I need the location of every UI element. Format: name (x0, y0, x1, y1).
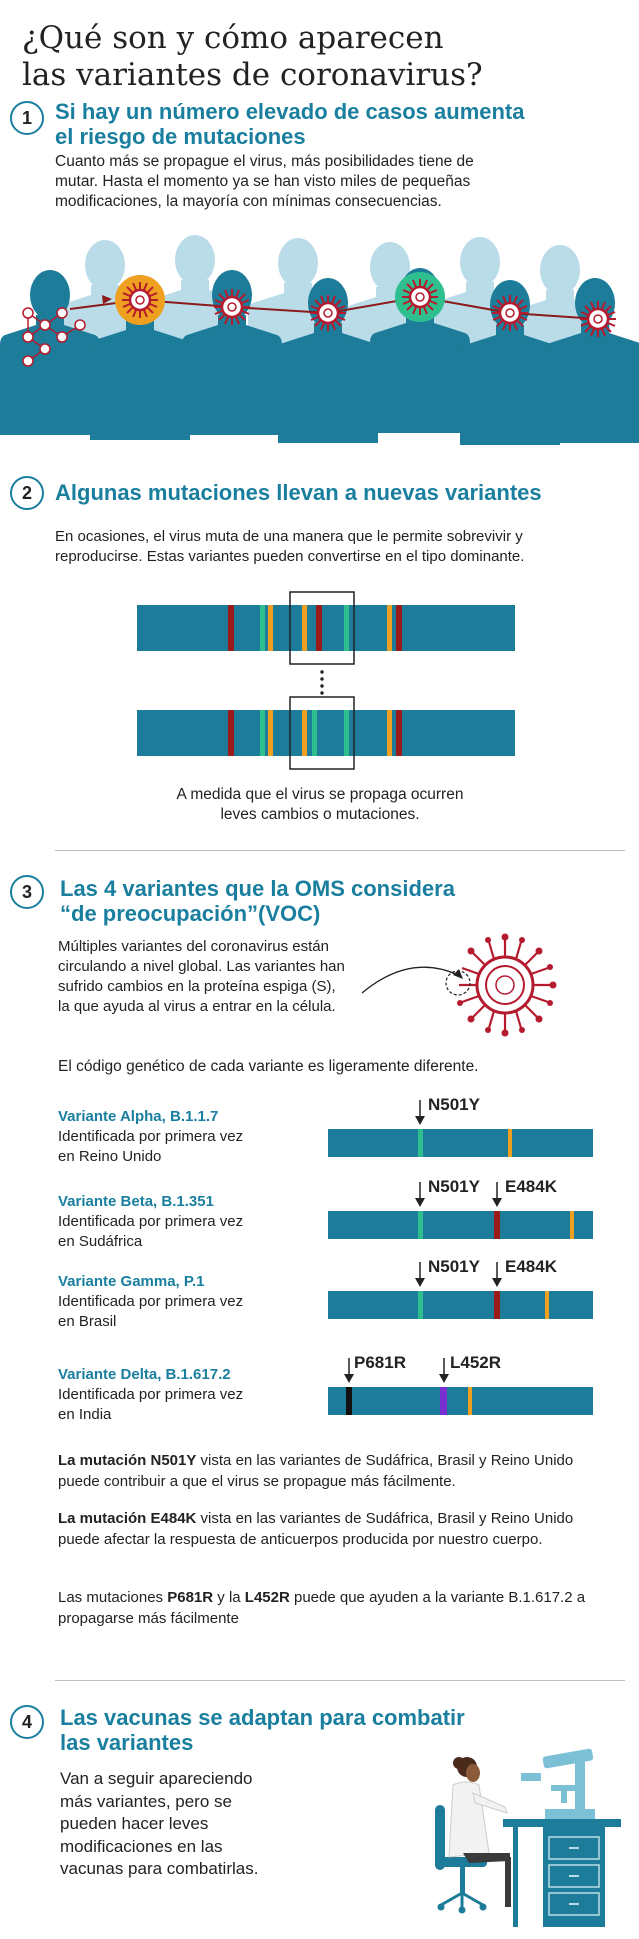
variant-alpha (58, 1107, 308, 1167)
section-number-1: 1 (10, 101, 44, 135)
section-3-body: Múltiples variantes del coronavirus están circulando a nivel global. Las variantes han sufrido cambios en la proteína espiga (S), la que ayuda al virus a entrar en la célula. (58, 938, 345, 1015)
variant-desc: Identificada por primera vez en Brasil (58, 1293, 244, 1330)
crowd-illustration (0, 225, 639, 450)
mutation-label-p681r: P681R (354, 1353, 406, 1372)
section-3-title: Las 4 variantes que la OMS considera “de preocupación”(VOC) (60, 876, 455, 926)
section-number-3: 3 (10, 875, 44, 909)
variant-gamma (58, 1272, 308, 1332)
variant-name: Variante Beta, B.1.351 (58, 1193, 214, 1210)
variant-name: Variante Gamma, P.1 (58, 1273, 205, 1290)
note-e484k (58, 1508, 618, 1550)
section-4-title: Las vacunas se adaptan para combatir las variantes (60, 1705, 465, 1755)
beta-genome-strand (328, 1180, 598, 1242)
alpha-genome-strand (328, 1098, 598, 1160)
page-title: ¿Qué son y cómo aparecen las variantes de coronavirus? (22, 20, 483, 93)
section-2-caption: A medida que el virus se propaga ocurren leves cambios o mutaciones. (176, 786, 464, 823)
note-text: Las mutaciones (58, 1589, 168, 1606)
lab-scientist-illustration (425, 1745, 625, 1935)
note-text: vista en las variantes de Sudáfrica, Brasil y Reino Unido puede contribuir a que el virus se propague más fácilmente. (58, 1452, 574, 1490)
divider (55, 1680, 625, 1681)
variant-desc: Identificada por primera vez en Sudáfrica (58, 1213, 244, 1250)
note-bold: La mutación N501Y (58, 1452, 197, 1469)
mutation-label-e484k: E484K (505, 1257, 557, 1276)
variant-desc: Identificada por primera vez en Reino Unido (58, 1128, 244, 1165)
section-2-body: En ocasiones, el virus muta de una manera que le permite sobrevivir y reproducirse. Estas variantes pueden convertirse en el tipo dominante. (55, 528, 525, 565)
genetic-code-line: El código genético de cada variante es ligeramente diferente. (58, 1058, 479, 1075)
mutation-label-n501y: N501Y (428, 1095, 480, 1114)
note-bold: La mutación E484K (58, 1510, 197, 1527)
note-text: puede que ayuden a la variante B.1.617.2 a propagarse más fácilmente (58, 1589, 586, 1627)
variant-beta (58, 1192, 308, 1252)
gamma-genome-strand (328, 1260, 598, 1322)
mutation-label-e484k: E484K (505, 1177, 557, 1196)
divider (55, 850, 625, 851)
section-1-title: Si hay un número elevado de casos aumenta el riesgo de mutaciones (55, 99, 525, 149)
note-text: y la (213, 1589, 245, 1606)
variant-delta (58, 1365, 308, 1425)
mutation-label-l452r: L452R (450, 1353, 502, 1372)
note-text: vista en las variantes de Sudáfrica, Brasil y Reino Unido puede afectar la respuesta de anticuerpos producida por nuestro cuerpo. (58, 1510, 574, 1548)
variant-name: Variante Delta, B.1.617.2 (58, 1366, 231, 1383)
genome-mutation-diagram (0, 590, 639, 765)
note-delta (58, 1587, 618, 1629)
section-number-2: 2 (10, 476, 44, 510)
note-bold: P681R (167, 1589, 214, 1606)
delta-genome-strand (328, 1356, 598, 1418)
mutation-label-n501y: N501Y (428, 1177, 480, 1196)
note-bold: L452R (244, 1589, 290, 1606)
note-n501y (58, 1450, 618, 1492)
mutation-label-n501y: N501Y (428, 1257, 480, 1276)
section-4-body: Van a seguir apareciendo más variantes, pero se pueden hacer leves modificaciones en las vacunas para combatirlas. (60, 1769, 259, 1878)
section-number-4: 4 (10, 1705, 44, 1739)
section-2-title: Algunas mutaciones llevan a nuevas variantes (55, 480, 542, 505)
coronavirus-spike-illustration (370, 925, 590, 1035)
section-1-body: Cuanto más se propague el virus, más posibilidades tiene de mutar. Hasta el momento ya se han visto miles de pequeñas modificaciones, la mayoría con mínimas consecuencias. (55, 153, 474, 210)
variant-desc: Identificada por primera vez en India (58, 1386, 244, 1423)
variant-name: Variante Alpha, B.1.1.7 (58, 1108, 219, 1125)
